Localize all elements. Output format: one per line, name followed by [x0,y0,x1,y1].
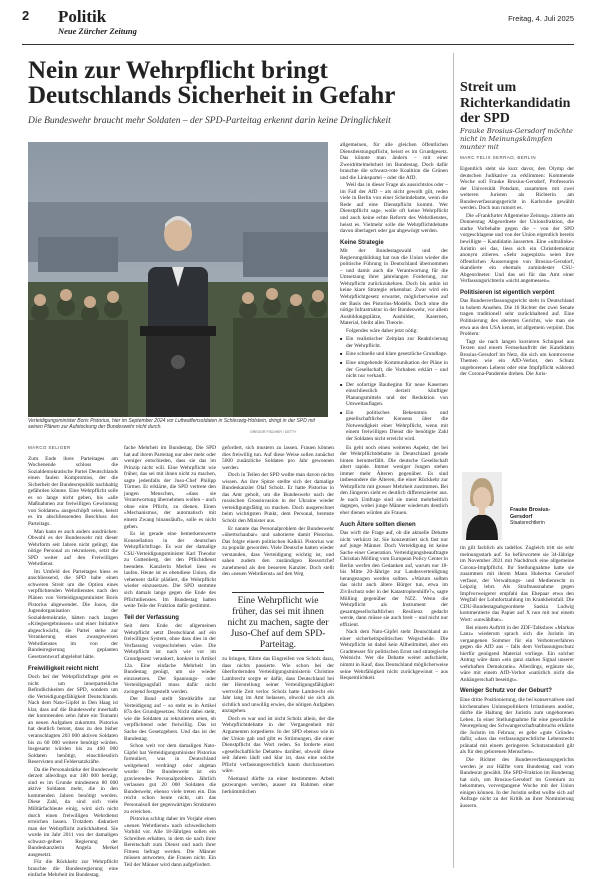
page-number: 2 [22,8,30,23]
main-subheadline: Die Bundeswehr braucht mehr Soldaten – der SPD-Parteitag erkennt darin keine Dringlichkeit [28,116,391,126]
paragraph: Doch in Teilen der SPD wollte man davon nichts wissen. An ihre Spitze stellte sich der damalige Bundeskanzler Olaf Scholz. Er hatte Pistorius in das Amt geholt, um die Bundeswehr nach der russischen Grossinvasion in der Ukraine wieder verteidigungsfähig zu machen. Doch ausgerechnet beim wichtigsten Punkt, dem Personal, bremste Scholz den Minister aus. [222,472,334,525]
article-column-3 [222,445,334,585]
paragraph: Eigentlich steht sie kurz davor, den Olymp der deutschen Judikative zu erklimmen: Kommende Woche soll Frauke Brosius-Gersdorf, Professorin der Universität Potsdam, zusammen mit zwei weiteren Juristen als Richterin am Bundesverfassungsgericht in Karlsruhe gewählt werden. Doch nun rumort es. [460,166,574,212]
article-column-2 [124,445,216,870]
paragraph: Die »Frankfurter Allgemeine Zeitung« zitierte am Donnerstag Abgeordnete der Unionsfraktion, die starke Vorbehalte gegen die – von der SPD vorgeschlagene und von der Union eigentlich bereits bewilligte – Kandidatin äusserten. Eine »ultralinke« Juristin sei das, liess sich ein Christdemokrat anonym zitieren. »Sehr zugespitzt« seien ihre öffentlichen Äusserungen von Brosius-Gersdorf, skandierte ein ehemals zumindester CSU-Abgeordneter. Und das sei für das Amt einer Verfassungsrichterin »nicht angemessen«. [460,212,574,285]
paragraph: Seit dem Ende der allgemeinen Wehrpflicht setzt Deutschland auf ein freiwilliges System, ohne dass dies in der Verfassung vorgeschrieben wäre. Die Wehrpflicht ist nach wie vor im Grundgesetz verankert, konkret in Artikel 12a. Eine einfache Mehrheit im Bundestag genügt, um sie wieder einzusetzen. Der Spannungs- oder Verteidigungsfall muss dafür nicht zwingend festgestellt werden. [124,623,216,695]
side-byline: MARC FELIX SERRAO, BERLIN [460,155,537,160]
newspaper-name: Neue Zürcher Zeitung [58,26,137,36]
side-subheadline: Frauke Brosius-Gersdorf möchte nicht in Meinungskämpfen munter mit [460,127,573,151]
subheading: Auch Ältere sollten dienen [340,521,416,528]
article-column-3-continued [222,656,334,870]
paragraph: allgemeinen, für alle gleichen öffentlichen Dienstleistungspflicht, heisst es im Grundgesetz. Das könnte man ändern – mit einer Zweidrittelmehrheit im Bundestag. Doch dafür brauchte die schwarz-rote Koalition die Grünen und die Linkspartei – oder die AfD. [340,142,448,181]
pullquote-rule-top [232,592,324,593]
paragraph: Zum Ende ihres Parteitages am Wochenende schloss die Sozialdemokratische Partei Deutschlands einen faulen Kompromiss, der die Sicherheit der Bundesrepublik nachhaltig gefährden könnte. Eine Wehrpflicht solle es so lange nicht geben, bis »alle Maßnahmen zur freiwilligen Gewinnung von Soldaten« ausgeschöpft seien, heisst es im abschliessenden Beschluss des Parteitags. [28,455,118,528]
requirements-list [340,336,448,442]
paragraph: fache Mehrheit im Bundestag. Die SPD hat auf ihrem Parteitag nur aber mehr oder weniger entschieden, dass sie das im Prinzip nicht will. Eine Wehrpflicht wie früher, das sei mit ihnen nicht zu machen, sagte jedenfalls der Juso-Chef Philipp Türmer. Er erklärte, die SPD vertrete den jungen Menschen, »dass sie Verantwortung übernehmen wollen – auch ohne eine Pflicht, zu dienen. Einen »Mechanismus, der automatisch mit einem Zwang hinausläuft«, solle es nicht geben. [124,445,216,530]
side-column-bottom [460,545,574,870]
list-item: ■ Der sofortige Baubeginn für neue Kasernen einschliesslich derzeit künftiger Planungsmitteln und der Reduktion von Umweltauflagen. [340,382,448,408]
paragraph: Im Umfeld des Parteitages hiess es anschliessend, die SPD habe einen schweren Streit um die Option eines verpflichtenden Wehrdienstes nach den Plänen von Verteidigungsminister Boris Pistorius abgewendet. Die Jusos, die Jugendorganisation der Sozialdemokratie, hätten nach langen »Kriegsergebnissen« und einer Initiative abgeschwächt, die Partei stehe zur Verankerung eines zwangsweisen Wehrdienstes im von der Bundesregierung geplanten Gesetzentwurf abgelehnt hätte. [28,568,118,660]
paragraph: zu bringen, führte das Eingreifen von Scholz dazu, dass nichts passierte. Wie schon bei der überfordernden Verteidigungsministerin Christine Lambrecht sorgte er dafür, dass Deutschland bei der Herstellung seiner Verteidigungsfähigkeit wertvolle Zeit verlor. Scholz hatte Lambrecht ein Jahr lang im Amt belassen, obwohl sie sich als sichtlich und unwillig erwies, die nötigen Aufgaben anzugehen. [222,656,334,715]
article-photo [28,142,328,417]
paragraph: tin gilt fachlich als tadellos. Zugleich tritt sie sehr meinungsstark auf. So befürwortete sie 34-Jährige im November 2021 mit Nachdruck eine allgemeine Corona-Impfpflicht. Ihr Stellungnahme hatte sie zusammen mit ihrem Mann Hubertus Gersdorf verfasst, der Verwaltungs- und Medienrecht in Leipzig lehrt. Als Strafmassnahme gegen Impfverweigerer empfahl das Ehepaar etwa den Wegfall der Lohnfortzahlung im Krankheitsfall. Die CDU-Bundestagsabgeordnete Saskia Ludwig kommentierte das Papier auf X nun mit nur einem Wort: »unwählbar«. [460,545,574,624]
list-item: ■ Ein politisches Bekenntnis und gesellschaftlicher Konsens über die Notwendigkeit einer Wehrpflicht, wenn mit einem freiwilligen Dienst die benötigte Zahl der Soldaten nicht erreicht wird. [340,410,448,443]
portrait-caption [510,507,570,527]
paragraph: Folgendes wäre daher jetzt nötig: [346,327,418,334]
subheading: Weniger Schutz vor der Geburt? [460,688,552,695]
portrait-role: Staatsrechtlerin [510,520,545,526]
sidebar-divider [453,53,454,868]
subheading: Keine Strategie [340,239,384,246]
paragraph: Es ist gerade eine bemerkenswerte Konstellation in der deutschen Wehrpflichtfrage. Es war der damalige CSU-Verteidigungsminister Karl Theodor zu Guttenberg, der den Pflichtdienst beendete. Kanzlerin Merkel liess es laufen. Heute ist es ebendiese Union, die vehement dafür plädiert, die Wehrpflicht wieder einzusetzen. Die SPD stemmte sich damals lange gegen die Ende des Pflichtdienstes. Im Bundestag hatten weite Teile der Fraktion dafür gestimmt. [124,531,216,610]
paragraph: Schon weit vor dem damaligen Nato-Gipfel hat Verteidigungsminister Pistorius formuliert, was in Deutschland weitgehend verdrängt oder abgetan wurde: Die Bundeswehr ist ein gravierendes Personalproblem. Jährlich verlassen gut 20 000 Soldaten die Bundeswehr, ebenso viele treten ein. Das reicht schon heute nicht, um das Personalsoll der gegenwärtigen Strukturen zu erreichen. [124,743,216,815]
paragraph: Man kann es auch anders ausdrücken: Obwohl es der Bundeswehr mit dieser Wehrform seit Jahren nicht gelingt, das nötige Personal zu rekrutieren, setzt die SPD weiter auf den Freiwilligen Wehrdienst. [28,528,118,568]
paragraph: Doch bei der Wehrpflichtfrage geht es nicht um innerparteiliche Befindlichkeiten der SPD, sondern um die Verteidigungsfähigkeit Deutschlands. Nach dem Nato-Gipfel in Den Haag ist klar, dass auf die Bundeswehr innerhalb der kommenden zehn Jahre ein Tsunami an neuen Aufgaben zukommt. Pistorius hat deutlich betont, dass zu den bisher veranschlagten 203 000 aktiven Soldaten bis zu 60 000 weitere benötigt würden. Insgesamt würden bis zu 460 000 Soldaten benötigt, einschliesslich Reservisten und Feldersatzkräfte. [28,674,118,766]
minister-at-podium-illustration [28,142,328,417]
paragraph: Weil das in dieser Frage als aussichtslos oder – im Fall der AfD – als nicht gewollt gilt, reden viele in Berlin von einer Scheindebatte, wenn die Rede auf eine Dienstpflicht kommt. Wer Dienstpflicht sage, wolle oft keine Wehrpflicht und auch keine echte Reform des Wehrdienstes, heisst es. Vielmehr solle die Wehrpflichtdebatte davon überlagert oder gar abgewürgt werden. [340,182,448,235]
pullquote: Eine Wehrpflicht wie früher, das sei mit ihnen nicht zu machen, sagte der Juso-Chef auf dem SPD-Parteitag. [227,596,329,650]
photo-caption: Verteidigungsminister Boris Pistorius, hier im September 2024 vor Luftwaffensoldaten in Schleswig-Holstein, dringt in der SPD mit seinen Plänen zur Aufstockung der Bundeswehr nicht durch. [28,418,315,431]
paragraph: Tagt sie nach langen kursieren Schnipsel aus Texten und einem Fernsehauftritt der Kandidatin Brosius-Gersdorf im Netz, die sich um kontroverse Themen wie ein AfD-Verbot, den Schutz ungeborenen Lebens oder eine Impfpflicht während der Corona-Pandemie drehen. Die Juris- [460,338,574,378]
header-divider [22,44,574,45]
main-headline: Nein zur Wehrpflicht bringt Deutschlands Sicherheit in Gefahr [28,57,396,109]
list-item: ■ Eine umgehende Kommunikation der Pläne in der Gesellschaft, die Vorhaben erklärt – und nicht nur verkauft. [340,360,448,380]
photo-credit: GREGOR FISCHER / GETTY [250,430,297,434]
list-item: ■ Eine schnelle und klare gesetzliche Grundlage. [340,351,448,358]
subheading: Politisieren ist eigentlich verpönt [460,289,555,296]
paragraph: Bei einem Auftritt in der ZDF-Talkshow »Markus Lanz« wiederum sprach sich die Juristin im vergangenen Sommer für ein Verbotsverfahren gegen die AfD aus – falls dem Verfassungsschutz hierfür genügend Material vorliege. Ein solcher Antrag wäre dann »ein ganz starkes Signal unserer wehrhaften Demokratie«. Allerdings, ergänzte sie, wäre mit einem AfD-Verbot »natürlich nicht die Anhängerschaft beseitigt«. [460,624,574,683]
pullquote-rule-bottom [232,650,324,651]
subheading: Teil der Verfassung [124,614,179,621]
paragraph: Nach dem Nato-Gipfel steht Deutschland an einer sicherheitspolitischen Wegscheide. Die Wehrpflicht ist dabei kein Allheilmittel, aber ein Gradmesser für politischen Ernst und strategische Weitsicht. Wer die Debatte weiter aufschiebt, nimmt in Kauf, dass Deutschland möglicherweise seine Wehrfähigkeit nicht zurückgewinnt – aus Bequemlichkeit. [340,629,448,682]
paragraph: Die Richter des Bundesverfassungsgerichts werden je zur Hälfte vom Bundestag und vom Bundesrat gewählt. Die SPD-Fraktion im Bundestag hat sich, um Brosius-Gersdorf im Gremium zu bekommen, vorvergangene Woche mit der Union einigen können. In der Juristin selbst wollte sich auf Anfrage nicht zu der Kritik an ihrer Nominierung äussern. [460,756,574,809]
article-column-4 [340,142,448,870]
paragraph: Doch es war und ist nicht Scholz allein, der die Wehrpflichtdebatte in der Vergangenheit mit Argumenten torpedierte. In der SPD ebenso wie in der Union gab und gibt es Strömungen, die einer Dienstpflicht das Wort reden. So forderte einst »gesellschaftliche Debatte« darüber, obwohl diese seit Jahren läuft und klar ist, dass eine solche Pflicht verfassungsrechtlich kaum durchzusetzen wäre. [222,715,334,775]
paragraph: Es geht noch einen weiteren Aspekt, der bei der Wehrpflichtdebatte in Deutschland gerade hinten herunterfällt. Die deutsche Gesellschaft altert rapide. Immer weniger Jungen stehen immer mehr Älteren gegenüber. Es sind insbesondere die Älteren, die einer Rückkehr zur Wehrpflicht mit grosser Mehrheit zustimmen. Bei den Jüngeren sieht es deutlich differenzierter aus. Je nach Umfrage sind sie meist mehrheitlich dagegen, wobei junge Männer wiederum deutlich eher dienen würden als Frauen. [340,444,448,516]
paragraph: Der Bund stellt Streitkräfte zur Verteidigung auf – so steht es in Artikel 87a des Grundgesetzes. Nicht dabei steht, wie die Soldaten zu rekrutieren seien, ob verpflichtend oder freiwillig. Das ist Sache des Gesetzgebers. Und das ist der Bundestag. [124,696,216,742]
paragraph: Für die Rückkehr zur Wehrpflicht brauchte die Bundesregierung eine einfache Mehrheit im Bundestag. [28,859,118,879]
paragraph: Das wirft die Frage auf, ob die aktuelle Debatte nicht verkürzt ist. Sie konzentriert sich fast nur auf junge Männer. Doch Verteidigung ist keine Sache einer Generation. Verteidigungsbeauftragte Christian Mölling vom European Policy Center in Berlin werfen den Gedanken auf, warum nur 18- bis Mitte 20-Jährige zur Landesverteidigung herangezogen werden sollten. »Warum sollten das nicht auch ältere Bürger tun, etwa im Zivilschutz oder in der Katastrophenhilfe?«, sagte Mölling gegenüber der NZZ. Wenn die Wehrpflicht als Instrument der gesamtgesellschaftlichen Resilienz gedacht werde, dann müsse sie auch breit – und nicht nur effizient. [340,530,448,628]
side-headline: Streit um Richterkandidatin der SPD [460,80,571,126]
article-byline: MARCO SELIGER [28,445,71,450]
page-header [22,8,574,48]
paragraph: Pistorius schlug daher im Vorjahr einen »neuen Wehrdienst« nach schwedischem Vorbild vor. Alle 18-Jährigen sollen ein Schreiben erhalten, in dem sie nach ihrer Bereitschaft zum Dienst und nach ihrer Fitness befragt werden. Die Männer müssen antworten, die Frauen nicht. Ein Teil der Männer wird dann aufgefordert. [124,816,216,868]
paragraph: Da die Personalstärke der Bundeswehr derzeit allerdings nur 180 000 beträgt, sind es im Grunde mindestens 80 000 aktive Soldaten mehr, die in den kommenden Jahren benötigt werden. Diese Zahl, da sind sich viele Militärfachleute einig, wird sich nicht durch einen freiwilligen Wehrdienst erreichen lassen. Trotzdem diskutiert man der Wehrpflicht zurückhaltend. Sie wurde im Jahr 2011 von der damaligen schwarz-gelben Regierung der Bundeskanzlerin Angela Merkel ausgesetzt. [28,766,118,858]
portrait-name: Frauke Brosius-Gersdorf [510,507,551,520]
side-column-top [460,166,574,468]
paragraph: Eine dritte Positionierung, die bei konservativen und kirchennahen Unionspolitikern Irritationen auslöst, dürfte die Haltung der Juristin zum ungeborenen Leben. In einer Stellungnahme für eine gesetzliche Neuregelung des Schwangerschaftsabbruchs erklärte die Juristin im Februar, es gebe »gute Gründe« dafür, »dass das verfassungsrechtliche Lebensrecht pränatal mit einem geringeren Schutzstandard gilt als für den geborenen Menschen«. [460,697,574,756]
list-item: ■ Ein realistischer Zeitplan zur Reaktivierung der Wehrpflicht. [340,336,448,349]
section-title: Politik [58,7,107,26]
paragraph: gefordert, sich mustern zu lassen. Frauen können dies freiwillig tun. Auf diese Weise sollen zunächst 5000 zusätzliche Soldaten pro Jahr gewonnen werden. [222,445,334,471]
paragraph: Das Bundesverfassungsgericht steht in Deutschland in hohem Ansehen. Die 16 Richter der zwei Senate tragen traditionell sehr zurückhaltend auf. Eine Politisierung des obersten Gerichts, wie man sie etwa aus den USA kennt, ist allgemein verpönt. Das Problem: [460,298,574,338]
portrait-illustration [462,472,502,540]
issue-date: Freitag, 4. Juli 2025 [508,14,574,23]
paragraph: Mit der Bundestagswahl und der Regierungsbildung hat nun die Union wieder die politische Führung in Deutschland übernommen – und damit auch die Verantwortung für die Umsetzung ihrer jahrelangen Forderung, zur Wehrpflicht zurückzukehren. Doch bis anhin ist keine klare Strategie erkennbar. Zwar wird ein Wehrpflichtgesetz erwartet, möglicherweise auf der Basis des Pistorius-Modells. Doch ohne die nötige Infrastruktur in der Bundeswehr, vor allem Ausbildungsplätze, Ausbilder, Kasernen, Material, bleibt alles Theorie. [340,248,448,327]
paragraph: Er nannte das Personalproblem der Bundeswehr »übertschaubar« und sabotierte damit Pistorius. Das folgte einem politischen Kalkül. Pistorius war zu populär geworden. Viele Deutsche hatten wieder verstanden, dass Verteidigung wichtig ist, und sahen zudem den zuständigen Ressortchef zunehmend als den besseren Kanzler. Doch stellt den »neuen Wehrdienst« auf den Weg [222,525,334,578]
subheading: Freiwilligkeit reicht nicht [28,665,99,672]
portrait-photo [462,472,502,540]
article-column-1 [28,445,118,879]
paragraph: Niemand dürfte zu einer bestimmten Arbeit gezwungen werden, ausser im Rahmen einer herkömmlichen [222,775,334,795]
